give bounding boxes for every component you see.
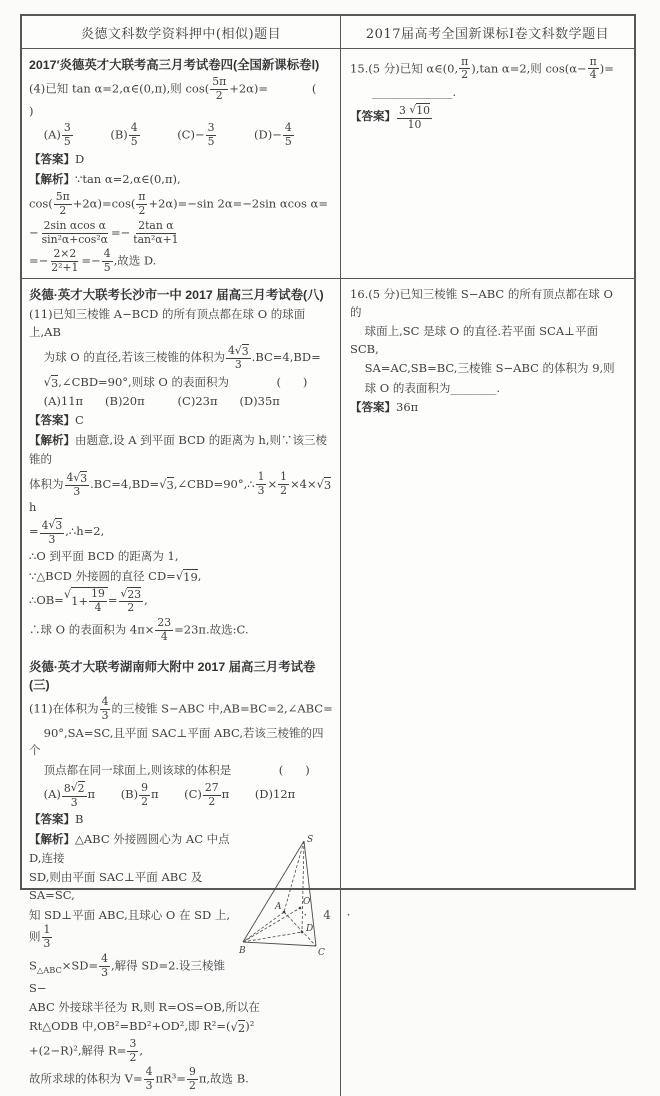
section-label: 【答案】 (29, 814, 75, 827)
text-line: (11)在体积为 $\frac{4}{3}$ 的三棱锥 S−ABC 中,AB=BC=2,∠ABC= (29, 695, 333, 723)
text-line: 为球 O 的直径,若该三棱锥的体积为 4 √ 3 3 .BC=4,BD= (29, 343, 321, 372)
text-line: (11)已知三棱锥 A−BCD 的所有顶点都在球 O 的球面上,AB (29, 307, 306, 340)
comparison-table (20, 14, 636, 1093)
table-row (22, 49, 634, 279)
section-label: 【答案】 (29, 153, 75, 166)
fraction: $\frac{9}{2}$ (141, 780, 148, 808)
square-root: √ 2 (230, 1019, 246, 1035)
header-right-column-title: 2017届高考全国新课标Ⅰ卷文科数学题目 (365, 26, 610, 42)
section-label: 【答案】 (350, 401, 396, 414)
text-line: 体积为 4 √ 3 3 .BC=4,BD= √ 3 ,∠CBD=90°,∴ $\frac{1}{3}$ × $\frac{1}{2}$ ×4× √ 3 h (29, 470, 332, 515)
row1-left-cell (22, 49, 341, 278)
fraction: $\frac{\pi}{2}$ (138, 190, 146, 218)
text-line: (4)已知 tan α=2,α∈(0,π),则 cos( $\frac{5\pi}{2}$ +2α)= ( ) (29, 75, 339, 118)
fraction: $\frac{19}{4}$ (91, 587, 105, 615)
text-line: ∴O 到平面 BCD 的距离为 1, (29, 549, 179, 564)
fraction: $\frac{\text{2tan α}}{\text{tan²α+1}}$ (133, 218, 179, 246)
question-11a-content (29, 306, 333, 643)
question-11b-content (29, 696, 333, 830)
text-line: 【答案】D (29, 151, 85, 166)
text-line: ______________. (350, 84, 457, 99)
section-label: 【解析】 (29, 435, 75, 448)
fraction: $\frac{\pi}{2}$ (461, 54, 469, 82)
table-body (22, 49, 634, 1093)
fraction: 4 √ 3 3 (66, 470, 88, 499)
square-root: √ 3 (234, 343, 249, 358)
fraction: $\frac{4}{3}$ (145, 1065, 153, 1093)
fraction: $\frac{23}{4}$ (157, 615, 172, 643)
subscript: △ABC (36, 964, 62, 975)
question-11b-analysis (29, 831, 333, 1093)
text-line: Rt△ODB 中,OB²=BD²+OD²,即 R²=( √ 2 )² (29, 1019, 255, 1035)
fraction: $\frac{4}{3}$ (101, 951, 109, 979)
fraction: $\frac{\text{2sin αcos α}}{\text{sin²α+cos²α}}$ (41, 218, 108, 246)
section-label: 【解析】 (29, 173, 75, 186)
question-15-content (350, 56, 626, 132)
section-label: 【答案】 (350, 111, 396, 124)
table-row (22, 279, 634, 1096)
row1-right-cell (341, 49, 634, 278)
text-line: √ 3 ,∠CBD=90°,则球 O 的表面积为 ( ) (43, 374, 308, 390)
square-root: √ 3 (316, 477, 332, 493)
text-line: − $\frac{\text{2sin αcos α}}{\text{sin²α+cos²α}}$ =− $\frac{\text{2tan α}}{\text{tan²α+1}}$ (29, 220, 333, 247)
text-line: SA=AC,SB=BC,三棱锥 S−ABC 的体积为 9,则 (350, 361, 615, 376)
text-line (350, 103, 626, 131)
text-line: 【解析】△ABC 外接圆圆心为 AC 中点 D,连接 (29, 832, 234, 866)
text-line: SD,则由平面 SAC⊥平面 ABC 及 SA=SC, (29, 870, 207, 903)
square-root: √ 3 (43, 374, 59, 390)
table-header-row (22, 16, 634, 49)
fraction: 4 √ 3 3 (41, 518, 63, 546)
square-root: √ 1+ $\frac{19}{4}$ (64, 587, 108, 615)
fraction: $\frac{2\times 2}{\text{2²+1}}$ (51, 247, 79, 275)
text-line: ∴球 O 的表面积为 4π× $\frac{23}{4}$ =23π.故选:C. (29, 615, 249, 643)
text-line: 【解析】由题意,设 A 到平面 BCD 的距离为 h,则∵该三棱锥的 (29, 433, 327, 467)
label-B: B (239, 946, 246, 957)
square-root: √ 10 (409, 103, 430, 118)
text-line: 球面上,SC 是球 O 的直径.若平面 SCA⊥平面 SCB, (350, 324, 602, 356)
text-line: 【答案】B (29, 812, 84, 827)
row2-right-cell (341, 279, 634, 1096)
text-line: 16.(5 分)已知三棱锥 S−ABC 的所有顶点都在球 O 的 (350, 286, 617, 319)
fraction: $\frac{9}{2}$ (188, 1065, 196, 1093)
text-line: (A)11π (B)20π (C)23π (D)35π (29, 393, 280, 408)
text-line: 故所求球的体积为 V= $\frac{4}{3}$ πR³= $\frac{9}{2}$ π,故选 B. (29, 1065, 249, 1093)
fraction: $\frac{1}{2}$ (280, 470, 287, 498)
text-line: ABC 外接球半径为 R,则 R=OS=OB,所以在 (29, 1000, 260, 1015)
text-line: $S_{\triangle ABC}\times SD=$ $\frac{4}{3}$ ,解得 SD=2.设三棱锥 S− (29, 951, 229, 995)
fraction: $\frac{\pi}{4}$ (589, 54, 597, 82)
fraction: $\frac{1}{3}$ (257, 470, 265, 498)
question-4-content (29, 75, 339, 275)
text-line: 【答案】36π (350, 399, 419, 414)
section-label: 【答案】 (29, 415, 75, 428)
fraction: $\frac{27}{2}$ (204, 780, 219, 808)
text-line: +(2−R)²,解得 R= $\frac{3}{2}$ , (29, 1036, 143, 1064)
exam-source-title: 炎德·英才大联考湖南师大附中 2017 届高三月考试卷(三) (29, 660, 316, 693)
row2-left-cell (22, 279, 341, 1096)
label-A: A (275, 902, 282, 913)
fraction: $\frac{5\pi}{2}$ (55, 190, 70, 218)
fraction: $\frac{4}{5}$ (103, 247, 111, 275)
square-root: √ 3 (48, 518, 63, 533)
fraction: $\frac{4}{5}$ (130, 121, 138, 149)
fraction: 4 √ 3 3 (228, 343, 249, 372)
square-root: √ 3 (73, 470, 88, 485)
text-line: 90°,SA=SC,且平面 SAC⊥平面 ABC,若该三棱锥的四个 (29, 725, 324, 758)
block-spacer (29, 645, 333, 655)
text-line: =− $\frac{2\times 2}{\text{2²+1}}$ =− $\frac{4}{5}$ ,故选 D. (29, 247, 157, 275)
text-line: ∴OB= √ 1+ $\frac{19}{4}$ = √ 23 2 , (29, 586, 148, 615)
text-line: 球 O 的表面积为________. (350, 380, 501, 395)
fraction: $\frac{1}{3}$ (43, 923, 51, 951)
square-root: √ 3 (159, 477, 174, 493)
square-root: √ 19 (175, 568, 198, 584)
text-line: ∵△BCD 外接圆的直径 CD= √ 19 , (29, 568, 202, 584)
text-line: 知 SD⊥平面 ABC,且球心 O 在 SD 上,则 $\frac{1}{3}$ (29, 907, 231, 951)
tetrahedron-figure (239, 831, 333, 957)
fraction: $\frac{3}{5}$ (207, 121, 215, 149)
text-line: (A) $\frac{3}{5}$ (B) $\frac{4}{5}$ (C)− $\frac{3}{5}$ (D)− $\frac{4}{5}$ (29, 122, 333, 149)
exam-source-title: 2017′炎德英才大联考高三月考试卷四(全国新课标卷Ⅰ) (29, 58, 320, 72)
fraction: $\frac{5\pi}{2}$ (212, 75, 227, 102)
section-label: 【解析】 (29, 834, 75, 847)
header-left-column-title: 炎德文科数学资料押中(相似)题目 (22, 16, 341, 48)
vertex-labels (239, 835, 325, 957)
label-C: C (318, 948, 325, 958)
fraction: 8 √ 2 3 (63, 781, 85, 809)
text-line: 15.(5 分)已知 α∈(0, $\frac{\pi}{2}$ ),tan α=2,则 cos(α− $\frac{\pi}{4}$ )= (350, 54, 614, 82)
fraction: √ 23 2 (120, 586, 142, 615)
text-line: cos( $\frac{5\pi}{2}$ +2α)=cos( $\frac{\pi}{2}$ +2α)=−sin 2α=−2sin αcos α= (29, 190, 328, 218)
fraction: $\frac{3}{5}$ (63, 121, 71, 149)
exam-source-title: 炎德·英才大联考长沙市一中 2017 届高三月考试卷(八) (29, 288, 324, 303)
fraction: $\frac{3}{2}$ (129, 1036, 137, 1064)
square-root: √ 23 (120, 586, 142, 601)
label-O: O (303, 897, 311, 908)
text-line: = 4 √ 3 3 ,∴h=2, (29, 518, 105, 546)
square-root: √ 2 (70, 781, 85, 796)
fraction: 3 √ 10 10 (399, 103, 430, 131)
page-number: · 4 · (303, 908, 357, 922)
fraction: $\frac{4}{3}$ (101, 695, 109, 723)
fraction: $\frac{4}{5}$ (284, 121, 292, 149)
label-S: S (307, 835, 314, 846)
question-16-content (350, 286, 626, 418)
text-line: 顶点都在同一球面上,则该球的体积是 ( ) (29, 762, 310, 777)
text-line: (A) 8 √ 2 3 π (B) $\frac{9}{2}$ π (C) $\frac{27}{2}$ π (D)12π (29, 780, 296, 809)
label-D: D (306, 924, 314, 935)
text-line: 【答案】C (29, 413, 84, 428)
text-line: 【解析】∵tan α=2,α∈(0,π), (29, 171, 181, 186)
